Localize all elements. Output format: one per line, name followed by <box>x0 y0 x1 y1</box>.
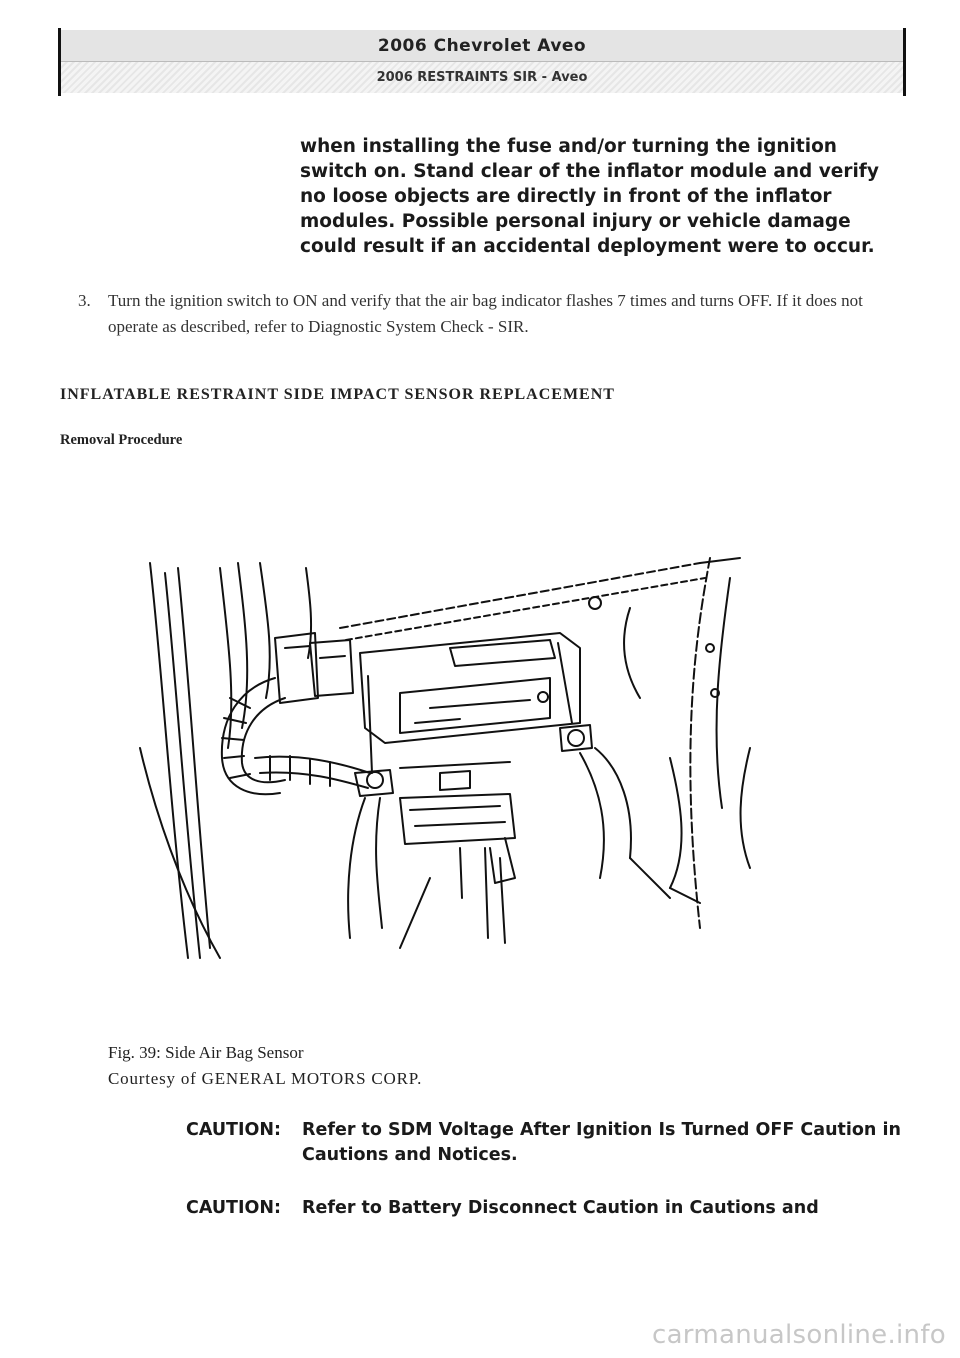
step-text: Turn the ignition switch to ON and verify that the air bag indicator flashes 7 times and turns OFF. If it does not operate as described, refer to Diagnostic System Check - SIR. <box>108 291 863 336</box>
figure-caption-title: Fig. 39: Side Air Bag Sensor <box>108 1043 304 1062</box>
figure-caption <box>108 1040 422 1092</box>
sub-heading: Removal Procedure <box>60 432 183 448</box>
page-header <box>58 28 906 96</box>
caution-text: Refer to SDM Voltage After Ignition Is Turned OFF Caution in Cautions and Notices. <box>302 1120 901 1165</box>
document-title: 2006 Chevrolet Aveo <box>61 30 903 62</box>
caution-label: CAUTION: <box>186 1120 282 1140</box>
caution-label: CAUTION: <box>186 1198 282 1218</box>
caution-text: Refer to Battery Disconnect Caution in Cautions and <box>302 1198 819 1218</box>
step-number: 3. <box>78 291 91 310</box>
document-subtitle: 2006 RESTRAINTS SIR - Aveo <box>61 62 903 93</box>
watermark: carmanualsonline.info <box>651 1320 946 1350</box>
section-heading: INFLATABLE RESTRAINT SIDE IMPACT SENSOR REPLACEMENT <box>60 386 615 403</box>
figure-caption-credit: Courtesy of GENERAL MOTORS CORP. <box>108 1069 423 1088</box>
side-air-bag-sensor-illustration <box>110 548 770 968</box>
warning-text: when installing the fuse and/or turning the ignition switch on. Stand clear of the inflator module and verify no loose objects are directly in front of the inflator modules. Possible personal injury or vehicle damage could result if an accidental deployment were to occur. <box>300 136 879 257</box>
